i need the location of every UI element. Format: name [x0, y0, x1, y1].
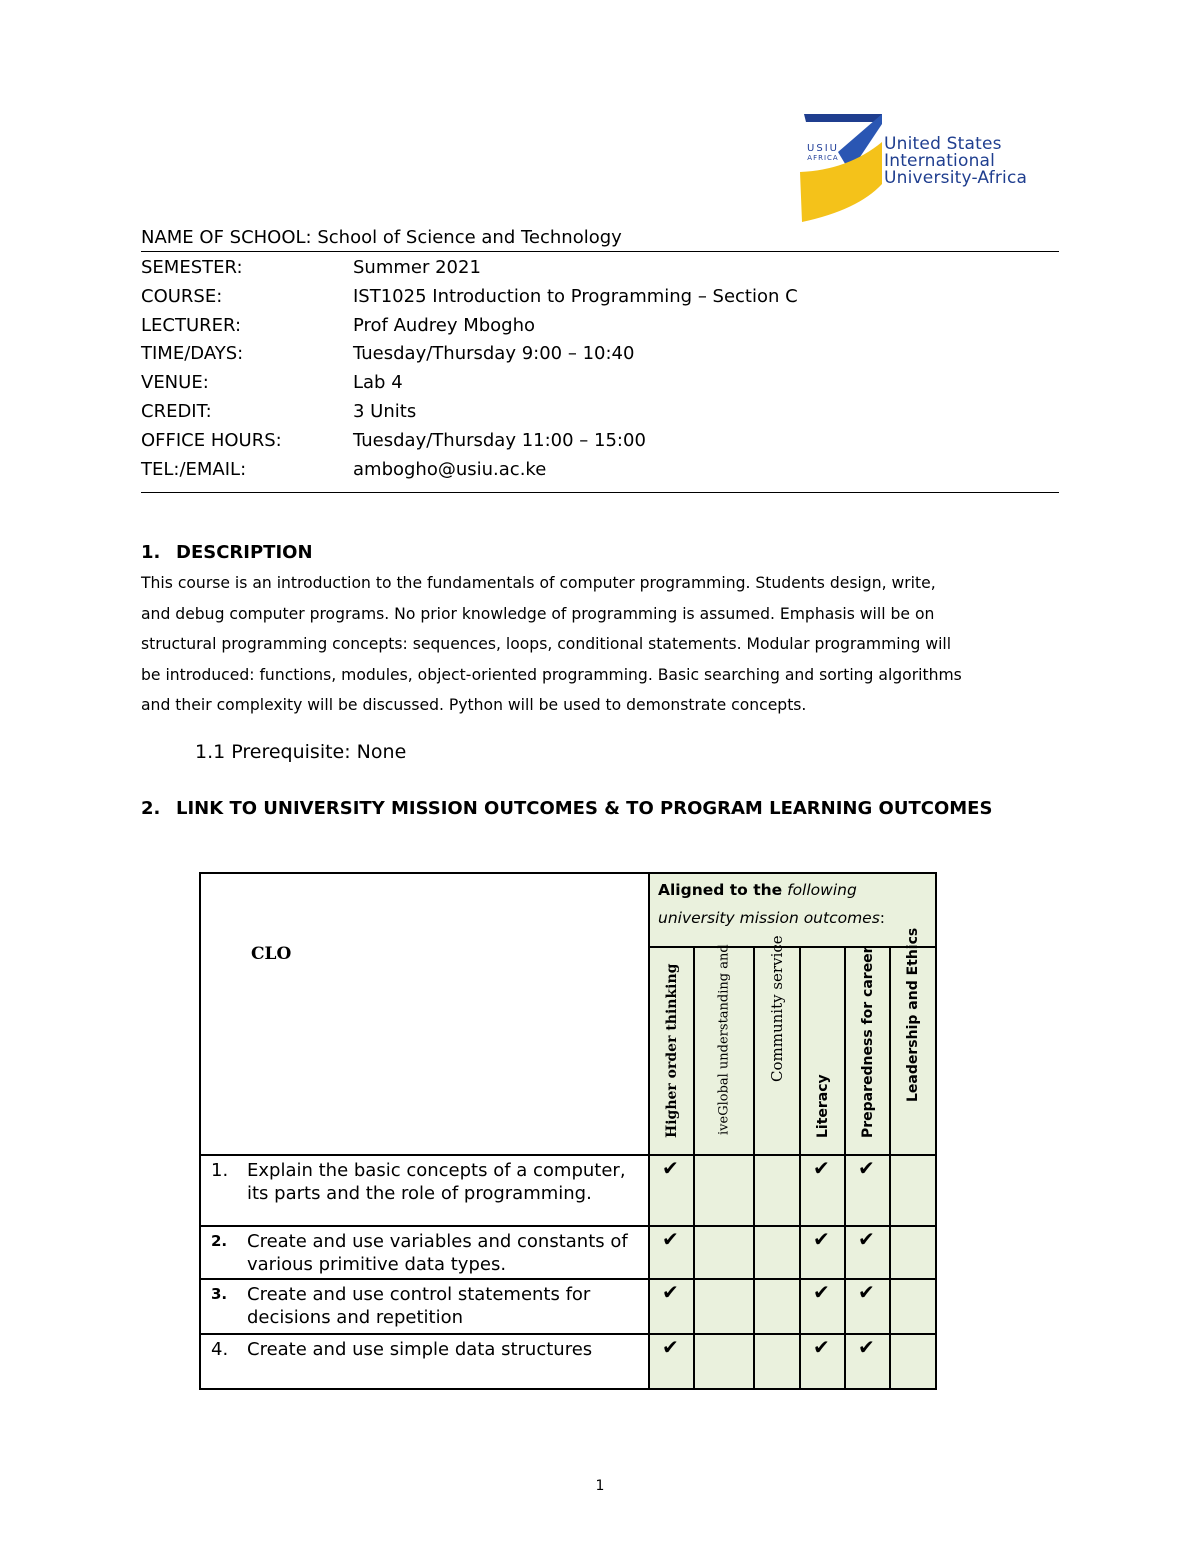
info-row-venue: [141, 373, 1059, 402]
info-value: 3 Units: [353, 400, 417, 422]
check-icon: ✔: [858, 1156, 875, 1180]
school-line: [141, 228, 1059, 252]
clo-cell: [200, 1334, 649, 1389]
clo-text: Create and use simple data structures: [247, 1339, 593, 1360]
info-row-office-hours: [141, 431, 1059, 460]
check-icon: ✔: [813, 1280, 830, 1304]
clo-header: CLO: [251, 944, 292, 964]
aligned-italic-text: university mission outcomes: [658, 909, 880, 927]
clo-cell: [200, 1279, 649, 1334]
prerequisite-heading: 1.1 Prerequisite: None: [195, 741, 407, 763]
mark-cell: [754, 1279, 800, 1334]
outcome-header-preparedness-for-career: Preparedness for career: [845, 947, 890, 1155]
info-label: CREDIT:: [141, 400, 212, 422]
clo-cell: [200, 1226, 649, 1279]
mark-cell: [694, 1334, 754, 1389]
info-label: OFFICE HOURS:: [141, 429, 282, 451]
mark-cell: [800, 1334, 845, 1389]
info-value: Tuesday/Thursday 11:00 – 15:00: [353, 429, 646, 451]
clo-number: 1.: [211, 1160, 229, 1181]
mark-cell: [845, 1226, 890, 1279]
mark-cell: [845, 1279, 890, 1334]
info-label: TEL:/EMAIL:: [141, 458, 247, 480]
aligned-bold-text: Aligned to the: [658, 881, 783, 899]
table-row: [200, 1279, 936, 1334]
table-row: [200, 1155, 936, 1226]
info-value: IST1025 Introduction to Programming – Section C: [353, 285, 798, 307]
clo-number: 3.: [211, 1285, 228, 1303]
outcome-header-community-service: Community service: [754, 947, 800, 1155]
mark-cell: [754, 1334, 800, 1389]
mark-cell: [649, 1226, 694, 1279]
outcome-header-higher-order-thinking: Higher order thinking: [649, 947, 694, 1155]
description-line: be introduced: functions, modules, object-oriented programming. Basic searching and sorting algorithms: [141, 665, 962, 684]
clo-alignment-table: [199, 872, 937, 1390]
check-icon: ✔: [813, 1335, 830, 1359]
check-icon: ✔: [858, 1335, 875, 1359]
check-icon: ✔: [813, 1227, 830, 1251]
info-row-time-days: [141, 344, 1059, 373]
mark-cell: [694, 1155, 754, 1226]
clo-text: Explain the basic concepts of a computer, its parts and the role of programming.: [247, 1160, 626, 1204]
info-label: VENUE:: [141, 372, 209, 394]
info-label: TIME/DAYS:: [141, 343, 244, 365]
table-row: [200, 1226, 936, 1279]
table-row: [200, 1334, 936, 1389]
clo-text: Create and use control statements for decisions and repetition: [247, 1284, 591, 1328]
mark-cell: [694, 1226, 754, 1279]
check-icon: ✔: [662, 1280, 679, 1304]
mark-cell: [845, 1334, 890, 1389]
info-value: Summer 2021: [353, 257, 481, 278]
info-row-course: [141, 287, 1059, 316]
info-row-email: [141, 460, 1059, 489]
info-value: Prof Audrey Mbogho: [353, 314, 536, 336]
mark-cell: [890, 1155, 936, 1226]
clo-number: 4.: [211, 1339, 229, 1360]
mark-cell: [845, 1155, 890, 1226]
description-line: This course is an introduction to the fundamentals of computer programming. Students design, write,: [141, 574, 936, 592]
outcome-header-global-understanding: iveGlobal understanding and: [694, 947, 754, 1155]
mark-cell: [754, 1155, 800, 1226]
check-icon: ✔: [858, 1280, 875, 1304]
clo-number: 2.: [211, 1232, 228, 1250]
clo-cell: [200, 1155, 649, 1226]
course-info-table: [141, 258, 1059, 493]
mark-cell: [694, 1279, 754, 1334]
mark-cell: [890, 1279, 936, 1334]
info-row-credit: [141, 402, 1059, 431]
logo-emblem-icon: [798, 112, 884, 227]
aligned-header-cell: Aligned to the following university mission outcomes:: [649, 873, 936, 947]
info-row-semester: [141, 258, 1059, 287]
section-heading-mission-outcomes: 2. LINK TO UNIVERSITY MISSION OUTCOMES & TO PROGRAM LEARNING OUTCOMES: [141, 798, 993, 819]
university-logo: [798, 112, 1068, 227]
check-icon: ✔: [813, 1156, 830, 1180]
info-value: Tuesday/Thursday 9:00 – 10:40: [353, 343, 635, 365]
check-icon: ✔: [858, 1227, 875, 1251]
info-label: LECTURER:: [141, 314, 242, 336]
check-icon: ✔: [662, 1335, 679, 1359]
clo-text: Create and use variables and constants of various primitive data types.: [247, 1231, 628, 1275]
mark-cell: [754, 1226, 800, 1279]
logo-abbreviation: USIU AFRICA: [807, 143, 839, 162]
mark-cell: [800, 1155, 845, 1226]
school-value: School of Science and Technology: [317, 227, 622, 248]
school-label: NAME OF SCHOOL:: [141, 227, 312, 248]
mark-cell: [800, 1279, 845, 1334]
info-row-lecturer: [141, 316, 1059, 345]
clo-header-cell: [200, 873, 649, 1155]
info-label: COURSE:: [141, 285, 223, 307]
info-value: ambogho@usiu.ac.ke: [353, 458, 547, 480]
logo-wordmark: United States International University-Africa: [884, 134, 1028, 188]
check-icon: ✔: [662, 1156, 679, 1180]
info-label: SEMESTER:: [141, 257, 243, 278]
outcome-header-leadership-and-ethics: Leadership and Ethics: [890, 947, 936, 1155]
mark-cell: [800, 1226, 845, 1279]
aligned-italic-text: following: [787, 881, 857, 899]
outcome-header-literacy: Literacy: [800, 947, 845, 1155]
description-line: and their complexity will be discussed. Python will be used to demonstrate concepts.: [141, 696, 807, 714]
page-number: 1: [595, 1478, 605, 1494]
mark-cell: [649, 1334, 694, 1389]
description-line: structural programming concepts: sequences, loops, conditional statements. Modular programming will: [141, 635, 952, 653]
check-icon: ✔: [662, 1227, 679, 1251]
description-line: and debug computer programs. No prior knowledge of programming is assumed. Emphasis will be on: [141, 604, 935, 623]
mark-cell: [649, 1155, 694, 1226]
section-heading-description: 1. DESCRIPTION: [141, 542, 313, 563]
mark-cell: [890, 1334, 936, 1389]
info-value: Lab 4: [353, 372, 403, 394]
mark-cell: [890, 1226, 936, 1279]
mark-cell: [649, 1279, 694, 1334]
description-paragraph: [141, 568, 1061, 721]
